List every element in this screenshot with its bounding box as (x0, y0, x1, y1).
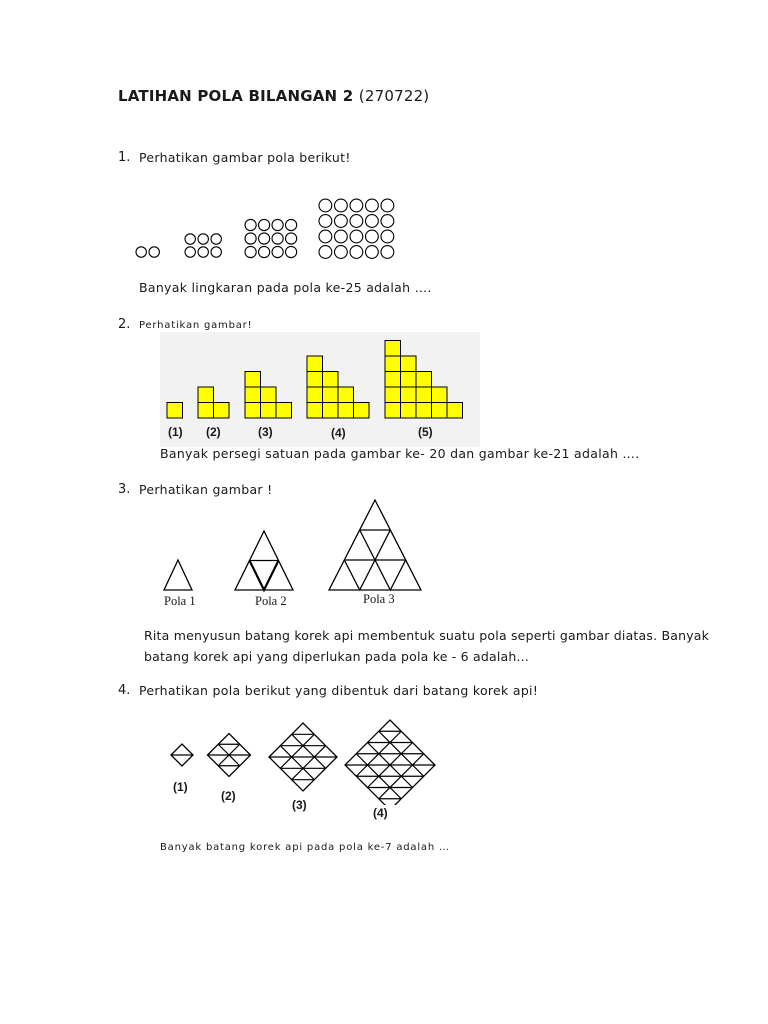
title-text: LATIHAN POLA BILANGAN 2 (118, 87, 354, 105)
circle-pattern-2 (185, 234, 221, 257)
circle (335, 215, 348, 228)
q1-question: Banyak lingkaran pada pola ke-25 adalah …. (139, 280, 432, 295)
q1-instruction: Perhatikan gambar pola berikut! (139, 150, 351, 165)
q3-label-3: Pola 3 (363, 592, 395, 606)
q4-label-1: (1) (173, 780, 188, 794)
unit-square (432, 403, 448, 419)
circle (198, 247, 208, 257)
circle (335, 246, 348, 259)
triangle-pattern-figure (155, 498, 425, 598)
unit-square (432, 387, 448, 403)
circle (350, 215, 363, 228)
circle-pattern-4 (319, 199, 394, 258)
unit-square (307, 356, 323, 372)
circle (286, 233, 297, 244)
title-code: (270722) (358, 87, 430, 105)
circle (319, 215, 332, 228)
unit-square (385, 356, 401, 372)
circle (381, 199, 394, 212)
q3-number: 3. (118, 482, 131, 497)
diamond-pattern-1 (171, 744, 193, 766)
circle (259, 233, 270, 244)
unit-square (338, 403, 354, 419)
q4-number: 4. (118, 683, 131, 698)
circle (185, 247, 195, 257)
q2-label-1: (1) (168, 425, 183, 439)
circle (185, 234, 195, 244)
circle (335, 199, 348, 212)
circle (335, 230, 348, 243)
unit-square (167, 403, 183, 419)
unit-square (307, 372, 323, 388)
diamond-pattern-4 (345, 720, 435, 805)
q3-instruction: Perhatikan gambar ! (139, 482, 273, 497)
circle (350, 246, 363, 259)
circle (272, 233, 283, 244)
circle (272, 219, 283, 230)
circle-pattern-figure (130, 190, 410, 270)
q3-paragraph-line-2: batang korek api yang diperlukan pada pola ke - 6 adalah... (144, 649, 530, 664)
q2-label-5: (5) (418, 425, 433, 439)
circle (381, 246, 394, 259)
unit-square (307, 387, 323, 403)
unit-square (385, 372, 401, 388)
circle (136, 247, 146, 257)
unit-square (385, 403, 401, 419)
circle (259, 219, 270, 230)
unit-square (323, 372, 339, 388)
unit-square (416, 403, 432, 419)
circle (259, 246, 270, 257)
q2-label-3: (3) (258, 425, 273, 439)
circle (211, 247, 221, 257)
unit-square (401, 387, 417, 403)
circle (350, 199, 363, 212)
q2-number: 2. (118, 317, 131, 332)
unit-square (323, 403, 339, 419)
q2-label-4: (4) (331, 426, 346, 440)
circle (366, 246, 379, 259)
q3-paragraph-line-1: Rita menyusun batang korek api membentuk suatu pola seperti gambar diatas. Banyak (144, 628, 710, 643)
circle (211, 234, 221, 244)
unit-square (245, 387, 261, 403)
unit-square (214, 403, 230, 419)
q3-label-1: Pola 1 (164, 594, 196, 608)
q3-label-2: Pola 2 (255, 594, 287, 608)
circle (149, 247, 159, 257)
q4-instruction: Perhatikan pola berikut yang dibentuk dari batang korek api! (139, 683, 539, 698)
circle (366, 215, 379, 228)
circle (366, 199, 379, 212)
unit-square (416, 387, 432, 403)
circle (198, 234, 208, 244)
matchstick-diamond-figure (160, 705, 450, 805)
circle-pattern-3 (245, 219, 297, 257)
circle (319, 199, 332, 212)
circle (286, 219, 297, 230)
circle (245, 246, 256, 257)
circle (319, 230, 332, 243)
unit-square (245, 403, 261, 419)
q1-number: 1. (118, 150, 131, 165)
unit-square (447, 403, 463, 419)
q4-label-3: (3) (292, 798, 307, 812)
circle (245, 233, 256, 244)
circle (366, 230, 379, 243)
circle (350, 230, 363, 243)
q2-instruction: Perhatikan gambar! (139, 320, 253, 331)
diamond-pattern-3 (269, 723, 337, 791)
unit-square (401, 372, 417, 388)
unit-square (198, 387, 214, 403)
diamond-pattern-2 (208, 734, 251, 777)
page-title (118, 87, 429, 105)
unit-square (401, 356, 417, 372)
unit-square (276, 403, 292, 419)
q4-question: Banyak batang korek api pada pola ke-7 adalah … (160, 842, 450, 853)
unit-square (354, 403, 370, 419)
unit-square (323, 387, 339, 403)
unit-square (385, 341, 401, 357)
q2-question: Banyak persegi satuan pada gambar ke- 20 dan gambar ke-21 adalah …. (160, 446, 640, 461)
q4-label-2: (2) (221, 789, 236, 803)
circle (381, 230, 394, 243)
unit-square (338, 387, 354, 403)
square-pattern-1 (167, 403, 183, 419)
unit-square (416, 372, 432, 388)
circle (272, 246, 283, 257)
q4-label-4: (4) (373, 806, 388, 820)
circle (319, 246, 332, 259)
unit-square (307, 403, 323, 419)
unit-square (261, 387, 277, 403)
q2-label-2: (2) (206, 425, 221, 439)
unit-square (198, 403, 214, 419)
unit-square (385, 387, 401, 403)
circle (286, 246, 297, 257)
circle (381, 215, 394, 228)
unit-square (401, 403, 417, 419)
unit-square (245, 372, 261, 388)
circle (245, 219, 256, 230)
circle-pattern-1 (136, 247, 159, 257)
unit-square (261, 403, 277, 419)
